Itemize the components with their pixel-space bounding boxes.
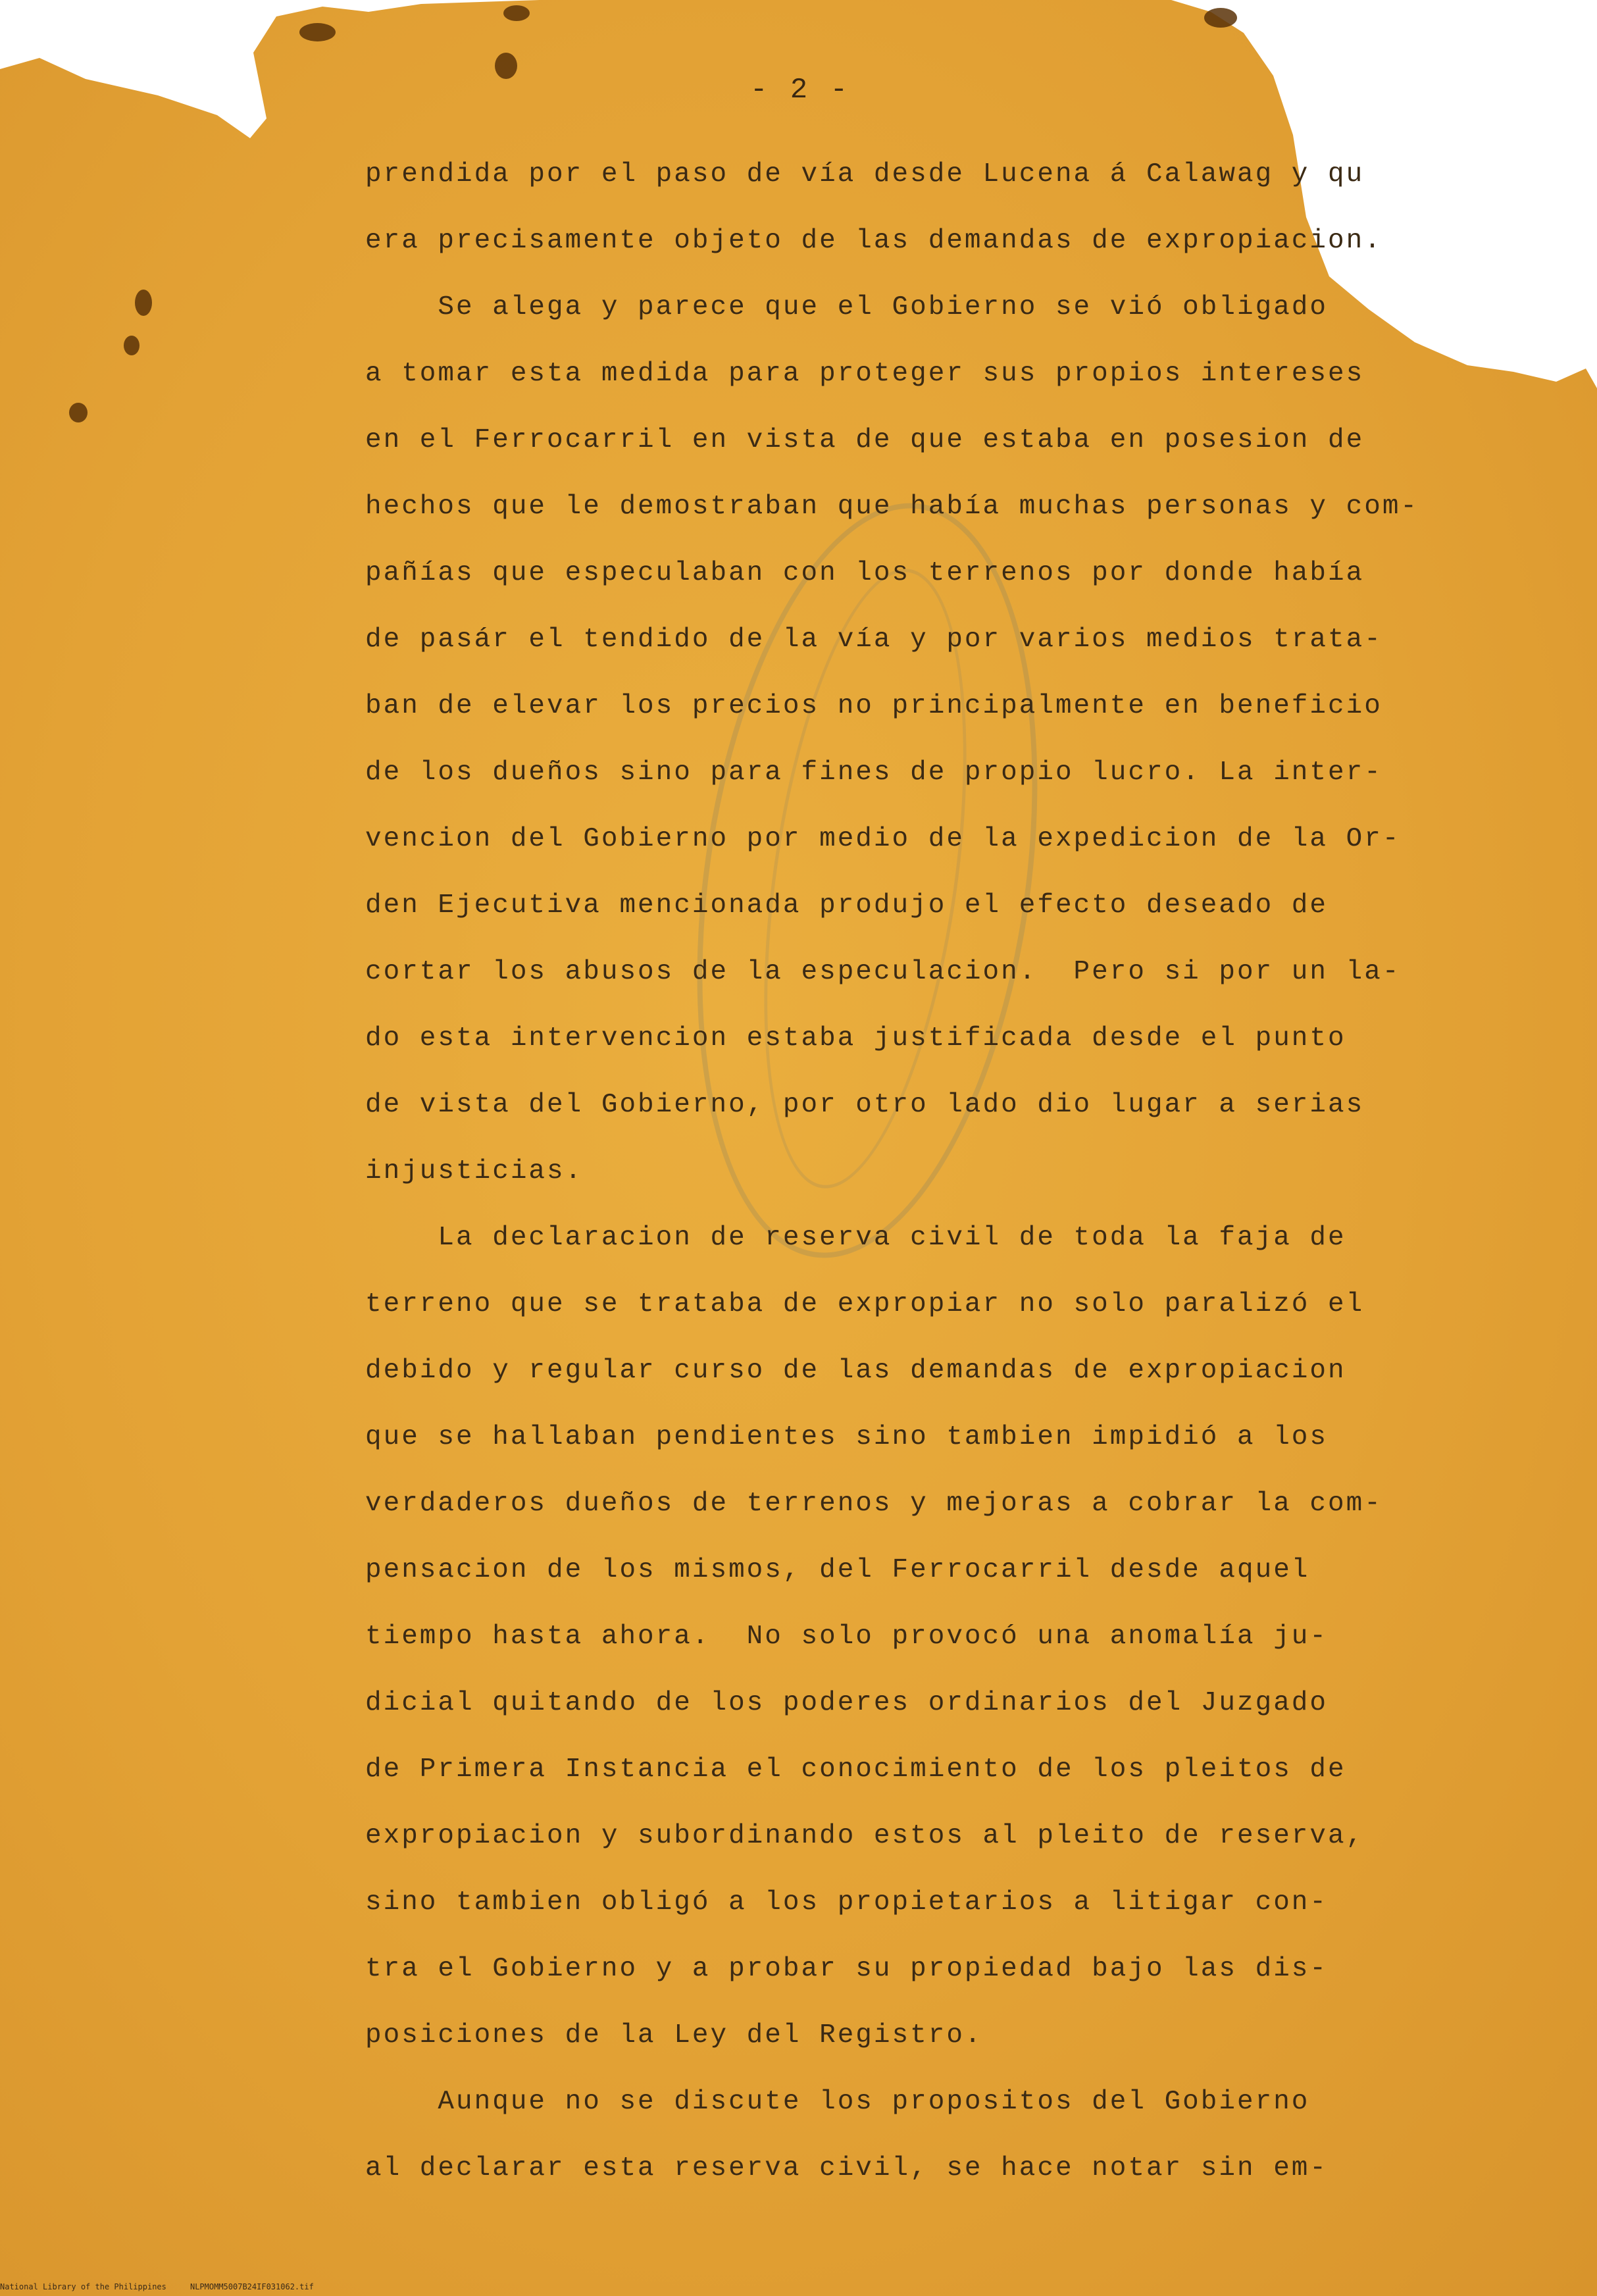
ink-stain — [69, 403, 88, 422]
text-line: de Primera Instancia el conocimiento de los pleitos de — [365, 1754, 1346, 1785]
text-line: La declaracion de reserva civil de toda la faja de — [365, 1223, 1346, 1253]
page-number: - 2 - — [750, 74, 851, 107]
ink-stain — [1204, 8, 1237, 28]
text-line: injusticias. — [365, 1156, 584, 1186]
text-line: vencion del Gobierno por medio de la expedicion de la Or- — [365, 824, 1401, 854]
text-line: cortar los abusos de la especulacion. Pero si por un la- — [365, 957, 1401, 987]
text-line: Se alega y parece que el Gobierno se vió obligado — [365, 292, 1329, 322]
text-line: tiempo hasta ahora. No solo provocó una anomalía ju- — [365, 1621, 1329, 1652]
text-line: de vista del Gobierno, por otro lado dio lugar a serias — [365, 1090, 1365, 1120]
text-line: ban de elevar los precios no principalmente en beneficio — [365, 691, 1382, 721]
text-line: posiciones de la Ley del Registro. — [365, 2020, 983, 2051]
text-line: debido y regular curso de las demandas de expropiacion — [365, 1356, 1346, 1386]
ink-stain — [135, 290, 152, 316]
text-line: dicial quitando de los poderes ordinarios del Juzgado — [365, 1688, 1329, 1718]
archive-footer: National Library of the Philippines NLPMOMM5007B24IF031062.tif — [0, 2282, 314, 2291]
text-line: pensacion de los mismos, del Ferrocarril desde aquel — [365, 1555, 1310, 1585]
text-line: verdaderos dueños de terrenos y mejoras a cobrar la com- — [365, 1489, 1382, 1519]
text-line: prendida por el paso de vía desde Lucena á Calawag y qu — [365, 159, 1365, 190]
text-line: tra el Gobierno y a probar su propiedad bajo las dis- — [365, 1954, 1329, 1984]
ink-stain — [503, 5, 530, 21]
text-line: a tomar esta medida para proteger sus propios intereses — [365, 359, 1365, 389]
text-line: de pasár el tendido de la vía y por varios medios trata- — [365, 625, 1382, 655]
text-line: de los dueños sino para fines de propio lucro. La inter- — [365, 757, 1382, 788]
text-line: expropiacion y subordinando estos al pleito de reserva, — [365, 1821, 1365, 1851]
text-line: terreno que se trataba de expropiar no solo paralizó el — [365, 1289, 1365, 1319]
typed-text-body — [365, 141, 1419, 2202]
text-line: al declarar esta reserva civil, se hace notar sin em- — [365, 2153, 1329, 2183]
ink-stain — [124, 336, 139, 355]
text-line: den Ejecutiva mencionada produjo el efecto deseado de — [365, 890, 1329, 921]
text-line: pañías que especulaban con los terrenos por donde había — [365, 558, 1365, 588]
text-line: era precisamente objeto de las demandas de expropiacion. — [365, 226, 1382, 256]
text-line: que se hallaban pendientes sino tambien impidió a los — [365, 1422, 1329, 1452]
ink-stain — [299, 23, 336, 41]
text-line: sino tambien obligó a los propietarios a litigar con- — [365, 1887, 1329, 1918]
text-line: do esta intervencion estaba justificada desde el punto — [365, 1023, 1346, 1054]
ink-stain — [495, 53, 517, 79]
text-line: hechos que le demostraban que había muchas personas y com- — [365, 492, 1419, 522]
text-line: Aunque no se discute los propositos del Gobierno — [365, 2087, 1310, 2117]
text-line: en el Ferrocarril en vista de que estaba en posesion de — [365, 425, 1365, 455]
